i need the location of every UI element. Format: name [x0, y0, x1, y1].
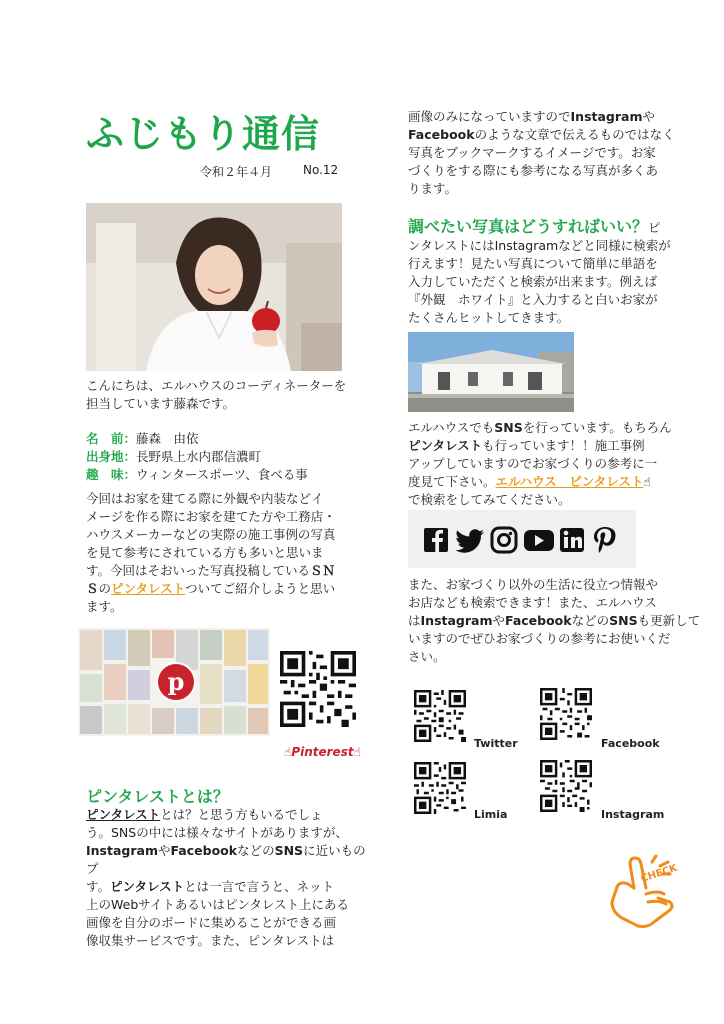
limia-qr-code[interactable] — [414, 762, 466, 818]
pointing-hand-icon: ☝ — [643, 474, 652, 489]
section-heading-what-is-pinterest: ピンタレストとは？ — [86, 787, 229, 806]
section-other-info: また、お家づくり以外の生活に役立つ情報や お店なども検索できます！また、エルハウス はInstagramやFacebookなどのSNSも更新して いますのでぜひお家づくりの参考にお使いくだ さい。 — [408, 577, 701, 664]
pointing-hand-icon: ☝ — [284, 745, 292, 759]
profile-hobby: 趣 味：ウィンタースポーツ、食べる事 — [86, 467, 308, 482]
check-badge-icon — [608, 850, 680, 930]
profile-hometown: 出身地：長野県上水内郡信濃町 — [86, 449, 262, 464]
facebook-icon[interactable] — [424, 528, 448, 552]
youtube-icon[interactable] — [524, 530, 554, 551]
newsletter-title: ふじもり通信 — [86, 112, 321, 156]
profile-photo — [86, 203, 342, 371]
linkedin-icon[interactable] — [560, 528, 584, 552]
intro-text: こんにちは、エルハウスのコーディネーターを 担当しています藤森です。 — [86, 378, 347, 411]
pinterest-link[interactable]: ピンタレスト — [111, 581, 186, 596]
pinterest-logo-icon: p — [156, 662, 196, 702]
pinterest-qr-code[interactable] — [280, 651, 356, 731]
profile-name: 名 前：藤森 由依 — [86, 431, 199, 446]
pinterest-caption: ☝Pinterest☝ — [284, 745, 361, 759]
white-house-photo — [408, 332, 574, 412]
twitter-qr-label: Twitter — [474, 737, 518, 750]
pinterest-collage — [78, 628, 270, 736]
elhouse-pinterest-link[interactable]: エルハウス ピンタレスト — [495, 474, 644, 489]
profile-block — [86, 430, 308, 484]
section-heading-search: 調べたい写真はどうすればいい？ — [408, 217, 649, 236]
twitter-icon[interactable] — [455, 529, 484, 552]
instagram-qr-label: Instagram — [601, 808, 665, 821]
facebook-qr-code[interactable] — [540, 688, 592, 744]
check-label: CHECK — [639, 862, 679, 885]
pointing-hand-icon: ☝ — [353, 745, 361, 759]
pinterest-icon[interactable] — [594, 527, 616, 553]
social-icons-bar — [408, 510, 636, 568]
instagram-qr-code[interactable] — [540, 760, 592, 816]
instagram-icon[interactable] — [492, 528, 516, 552]
issue-number: No.12 — [303, 163, 339, 177]
facebook-qr-label: Facebook — [601, 737, 660, 750]
body-intro: 今回はお家を建てる際に外観や内装などイ メージを作る際にお家を建てた方や工務店・ ハウスメーカーなどの実際の施工事例の写真 を見て参考にされている方も多いと思いま す。今回はそおいった写真投稿しているＳＮ Ｓのピンタレストついてご紹介しようと思い ます。 — [86, 491, 336, 614]
section-what-is-pinterest-body: ピンタレストとは？と思う方もいるでしょ う。SNSの中には様々なサイトがありますが、 InstagramやFacebookなどのSNSに近いものプ す。ピンタレストとは一言で言うと、ネット 上のWebサイトあるいはピンタレスト上にある 画像を自分のボードに集めることができる画 像収集サービスです。また、ピンタレストは — [86, 807, 366, 948]
section-elhouse-sns: エルハウスでもSNSを行っています。もちろん ピンタレストも行っています！！施工事例 アップしていますのでお家づくりの参考に一 度見て下さい。エルハウス ピンタレスト☝ で検索をしてみてください。 — [408, 420, 672, 507]
col2-top-text: 画像のみになっていますのでInstagramや Facebookのような文章で伝えるものではなく 写真をブックマークするイメージです。お家 づくりをする際にも参考になる写真が多くあ ります。 — [408, 109, 675, 196]
issue-date: 令和２年４月 — [200, 165, 273, 179]
twitter-qr-code[interactable] — [414, 690, 466, 746]
limia-qr-label: Limia — [474, 808, 508, 821]
section-search-photos: 調べたい写真はどうすればいい？ピ ンタレストにはInstagramなどと同様に検索が 行えます！見たい写真について簡単に単語を 入力していただくと検索が出来ます。例えば 『外観 ホワイト』と入力すると白いお家が たくさんヒットしてきます。 — [408, 217, 671, 325]
